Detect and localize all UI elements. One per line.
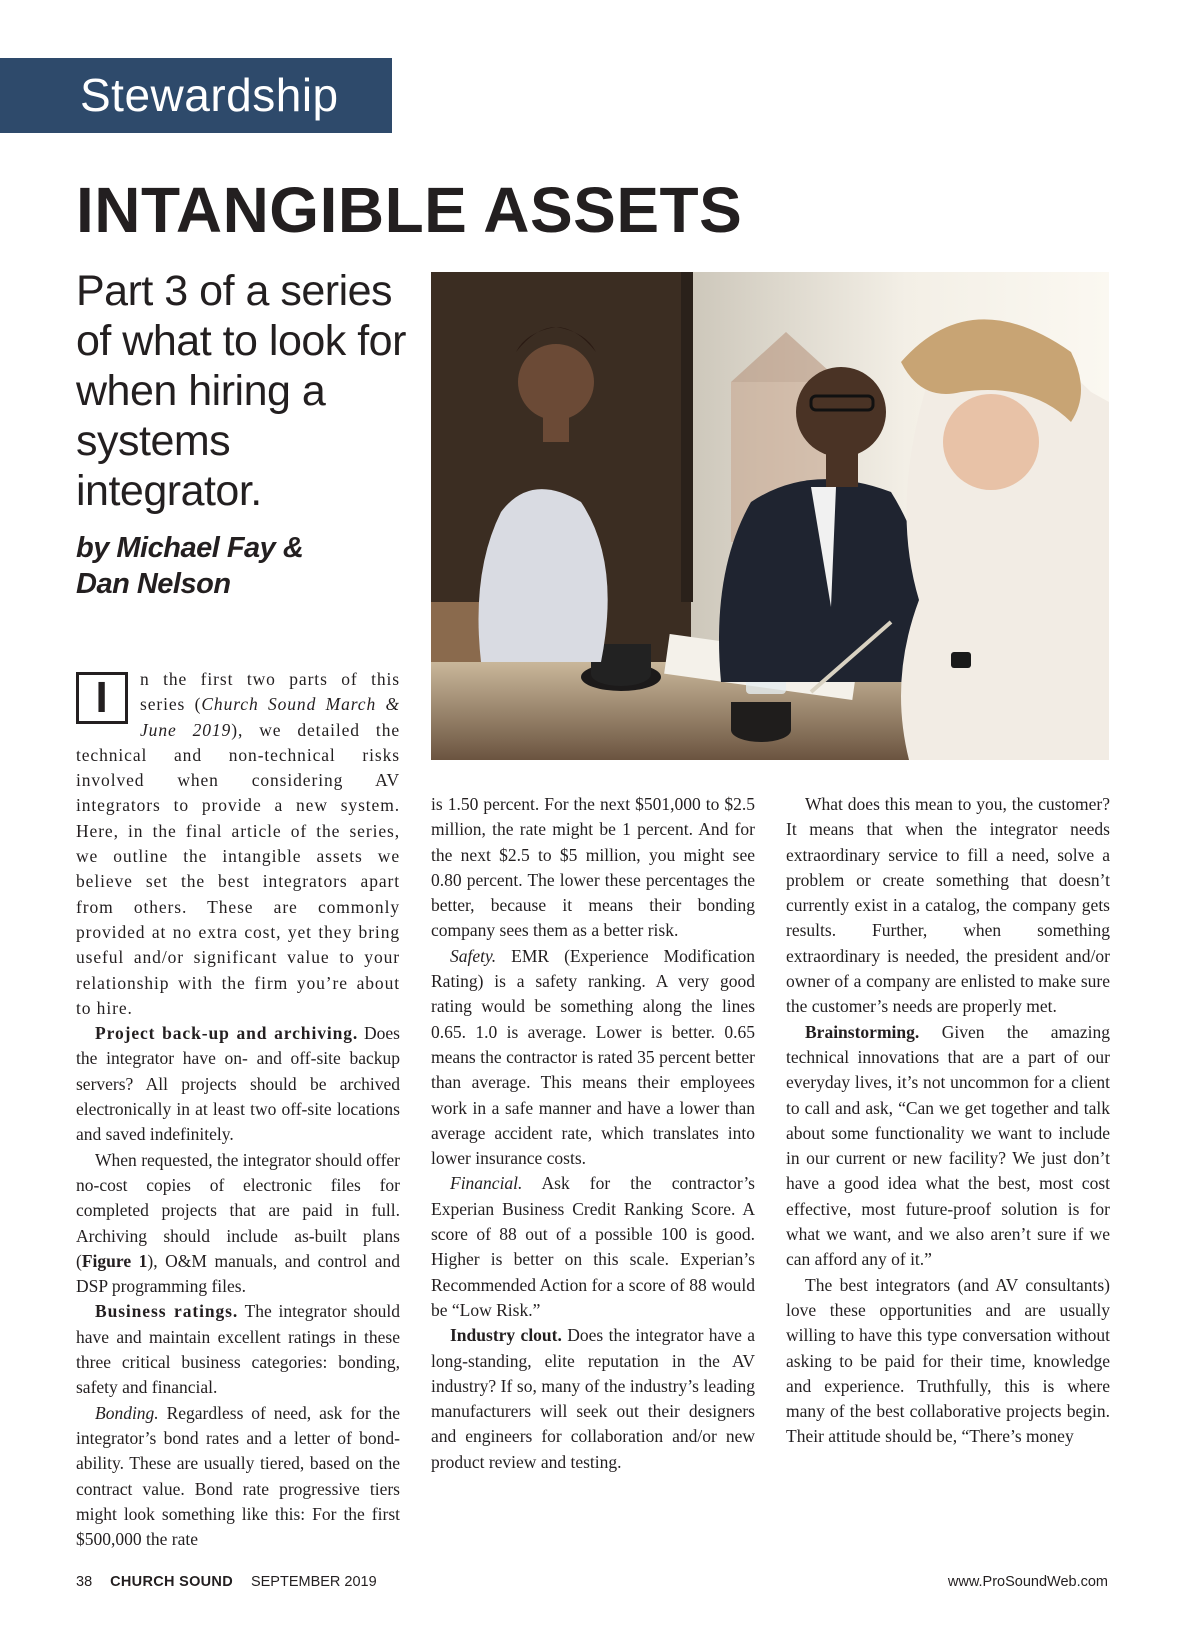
- bonding-continued-paragraph: is 1.50 percent. For the next $501,000 to $2.5 million, the rate might be 1 percent. And for the next $2.5 to $5 million, you might see 0.80 percent. The lower these percentages the better, because it means their bonding company sees them as a better risk.: [431, 794, 755, 941]
- dek: Part 3 of a series of what to look for when hiring a systems integrator.: [76, 267, 406, 515]
- clout-text: Does the integrator have a long-standing, elite reputation in the AV industry? If so, many of the industry’s leading manufacturers will seek out their designers and engineers for collaboration and/or new product review and testing.: [431, 1325, 755, 1472]
- safety-paragraph: [431, 944, 755, 1172]
- article-column-1: [76, 667, 400, 1552]
- intro-reference: Church Sound March & June 2019: [140, 694, 401, 740]
- drop-cap: I: [76, 672, 128, 724]
- byline-line-1: by Michael Fay &: [76, 532, 304, 564]
- bonding-paragraph: [76, 1401, 400, 1553]
- ratings-paragraph: [76, 1299, 400, 1400]
- best-integrators-paragraph: The best integrators (and AV consultants) love these opportunities and are usually willing to have this type conversation without asking to be paid for their time, knowledge and experience. Truthfully, this is where many of the best collaborative projects begin. Their attitude should be, “There’s money: [786, 1274, 1110, 1447]
- photo-people-meeting-icon: [431, 272, 1109, 760]
- ratings-heading: Business ratings.: [95, 1301, 239, 1322]
- safety-text: EMR (Experience Modification Rating) is a safety ranking. A very good rating would be something along the lines 0.65. 1.0 is average. Lower is better. 0.65 means the contractor is rated 35 percent better than average. This means their employees work in a safe manner and have a lower than average accident rate, which translates into lower insurance costs.: [431, 945, 755, 1169]
- clout-paragraph: [431, 1323, 755, 1475]
- byline: [76, 530, 396, 602]
- backup-paragraph: [76, 1021, 400, 1147]
- byline-line-2: Dan Nelson: [76, 568, 231, 600]
- brainstorming-paragraph: [786, 1020, 1110, 1273]
- financial-paragraph: [431, 1171, 755, 1323]
- intro-text-a: n the first two parts of this series (: [140, 669, 400, 715]
- request-text-a: When requested, the integrator should offer no-cost copies of electronic files for completed projects that are paid in full. Archiving should include as-built plans (: [76, 1149, 400, 1271]
- article-column-3: [786, 792, 1110, 1450]
- section-tab: Stewardship: [0, 58, 392, 133]
- article-column-2: [431, 792, 755, 1475]
- bonding-heading: Bonding.: [95, 1402, 159, 1423]
- issue-date: SEPTEMBER 2019: [250, 1574, 377, 1590]
- page-number: 38: [76, 1574, 93, 1590]
- clout-heading: Industry clout.: [450, 1325, 562, 1346]
- intro-text-b: ), we detailed the technical and non-technical risks involved when considering AV integrators to provide a new system. Here, in the final article of the series, we outline the intangible assets we believe set the best integrators apart from others. These are commonly provided at no extra cost, yet they bring useful and/or significant value to your relationship with the firm you’re about to hire.: [76, 719, 401, 1018]
- backup-heading: Project back-up and archiving.: [95, 1023, 359, 1044]
- article-photo: [431, 272, 1109, 760]
- backup-text: Does the integrator have on- and off-site backup servers? All projects should be archived electronically in at least two off-site locations and saved indefinitely.: [76, 1023, 400, 1145]
- financial-heading: Financial.: [450, 1173, 523, 1194]
- meaning-paragraph: What does this mean to you, the customer? It means that when the integrator needs extraordinary service to fill a need, solve a problem or create something that doesn’t currently exist in a catalog, the company gets results. Further, when something extraordinary is needed, the president and/or owner of a company are enlisted to make sure the customer’s needs are properly met.: [786, 794, 1110, 1017]
- page-footer: [76, 1574, 1108, 1598]
- bonding-text: Regardless of need, ask for the integrator’s bond rates and a letter of bond-ability. These are usually tiered, based on the contract value. Bond rate progressive tiers might look something like this: For the first $500,000 the rate: [76, 1402, 400, 1550]
- financial-text: Ask for the contractor’s Experian Business Credit Ranking Score. A score of 88 out of a possible 100 is good. Higher is better on this scale. Experian’s Recommended Action for a score of 88 would be “Low Risk.”: [431, 1173, 755, 1320]
- headline: INTANGIBLE ASSETS: [76, 174, 743, 246]
- figure-reference: Figure 1: [81, 1250, 148, 1271]
- magazine-name: CHURCH SOUND: [110, 1574, 233, 1590]
- ratings-text: The integrator should have and maintain excellent ratings in these three critical business categories: bonding, safety and financial.: [76, 1301, 401, 1398]
- brainstorming-text: Given the amazing technical innovations that are a part of our everyday lives, it’s not uncommon for a client to call and ask, “Can we get together and talk about some functionality we want to include in our current or new facility? We just don’t have a good idea what the best, most cost effective, most future-proof solution is for what we want, and we also aren’t sure if we can afford any of it.”: [786, 1021, 1110, 1270]
- website-url: www.ProSoundWeb.com: [947, 1574, 1108, 1590]
- intro-paragraph: [76, 667, 400, 1021]
- brainstorming-heading: Brainstorming.: [805, 1021, 920, 1042]
- request-text-b: ), O&M manuals, and control and DSP programming files.: [76, 1250, 400, 1297]
- request-paragraph: [76, 1148, 400, 1300]
- safety-heading: Safety.: [450, 945, 497, 966]
